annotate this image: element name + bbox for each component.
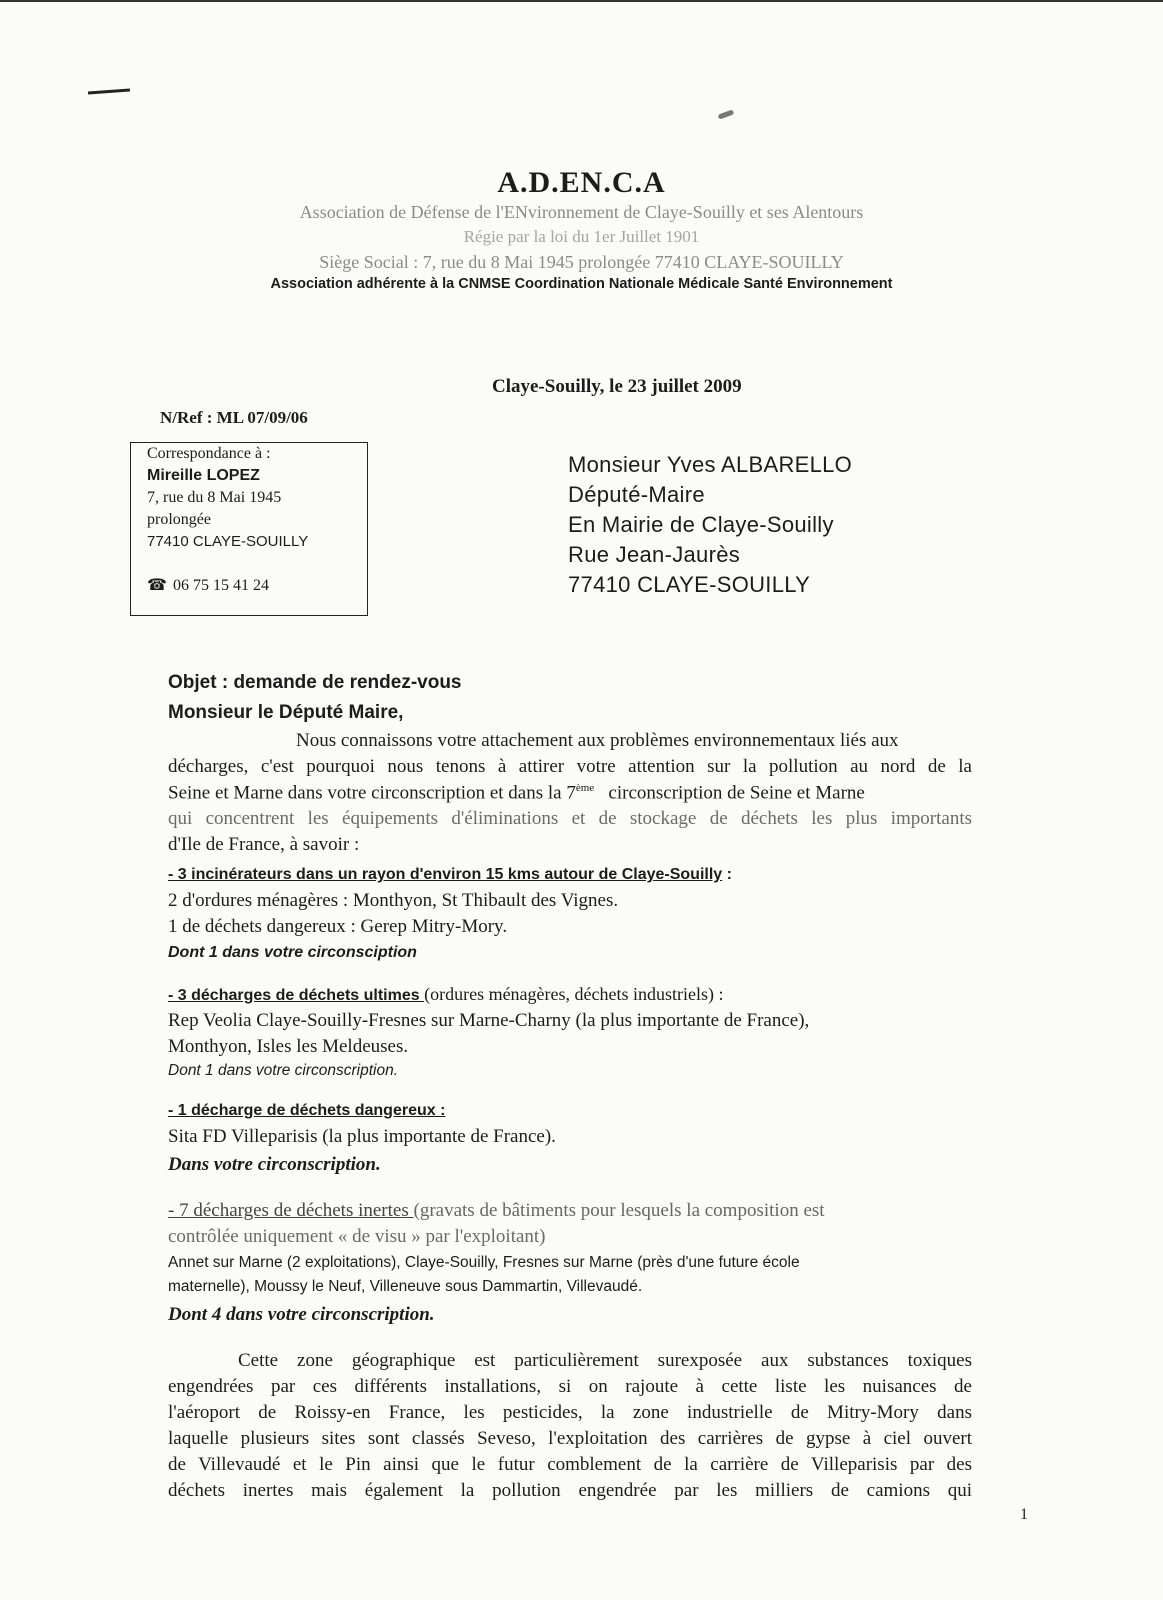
correspondence-city: 77410 CLAYE-SOUILLY xyxy=(147,533,309,550)
incinerators-heading: - 3 incinérateurs dans un rayon d'environ 15 kms autour de Claye-Souilly xyxy=(168,866,723,883)
paragraph1-line: qui concentrent les équipements d'éliminations et de stockage de déchets les plus importants xyxy=(168,808,972,829)
inert-heading: - 7 décharges de déchets inertes xyxy=(168,1200,414,1221)
scan-smudge xyxy=(718,109,735,119)
scan-top-edge xyxy=(0,0,1163,2)
hazardous-line: Sita FD Villeparisis (la plus importante de France). xyxy=(168,1126,556,1147)
paragraph2-line: l'aéroport de Roissy-en France, les pesticides, la zone industrielle de Mitry-Mory dans xyxy=(168,1402,972,1423)
recipient-name: Monsieur Yves ALBARELLO xyxy=(568,452,853,477)
association-full-name: Association de Défense de l'ENvironnement de Claye-Souilly et ses Alentours xyxy=(299,202,864,222)
paragraph1-text: circonscription de Seine et Marne xyxy=(608,782,865,804)
final-waste-note: Dont 1 dans votre circonscription. xyxy=(168,1062,399,1079)
recipient-title: Député-Maire xyxy=(568,482,705,507)
paragraph2-line: Cette zone géographique est particulièrement surexposée aux substances toxiques xyxy=(238,1350,972,1371)
scan-pen-mark xyxy=(88,89,130,95)
final-waste-heading: - 3 décharges de déchets ultimes xyxy=(168,987,425,1004)
paragraph1-text: Seine et Marne dans votre circonscription et dans la 7 xyxy=(168,782,576,804)
correspondence-name: Mireille LOPEZ xyxy=(147,467,260,484)
letter-subject: Objet : demande de rendez-vous xyxy=(168,672,462,693)
recipient-street: Rue Jean-Jaurès xyxy=(568,542,741,567)
final-waste-line: Monthyon, Isles les Meldeuses. xyxy=(168,1036,409,1057)
inert-line: Annet sur Marne (2 exploitations), Claye-Souilly, Fresnes sur Marne (près d'une future école xyxy=(168,1254,800,1271)
paragraph2-line: engendrées par ces différents installations, si on rajoute à cette liste les nuisances de xyxy=(168,1376,972,1397)
incinerators-line: 1 de déchets dangereux : Gerep Mitry-Mory. xyxy=(168,916,508,937)
hazardous-note: Dans votre circonscription. xyxy=(168,1154,381,1175)
final-waste-line: Rep Veolia Claye-Souilly-Fresnes sur Marne-Charny (la plus importante de France), xyxy=(168,1010,810,1031)
incinerators-colon: : xyxy=(722,866,732,883)
incinerators-note: Dont 1 dans votre circonsciption xyxy=(168,944,417,961)
paragraph1-line xyxy=(168,782,972,804)
correspondence-phone: 06 75 15 41 24 xyxy=(172,577,269,594)
correspondence-box xyxy=(130,442,368,616)
ordinal-superscript: ème xyxy=(575,782,595,794)
inert-note: Dont 4 dans votre circonscription. xyxy=(168,1304,435,1325)
association-membership: Association adhérente à la CNMSE Coordination Nationale Médicale Santé Environnement xyxy=(270,276,893,292)
paragraph1-line: Nous connaissons votre attachement aux problèmes environnementaux liés aux xyxy=(296,730,899,751)
association-siege: Siège Social : 7, rue du 8 Mai 1945 prolongée 77410 CLAYE-SOUILLY xyxy=(319,252,844,272)
letter-date: Claye-Souilly, le 23 juillet 2009 xyxy=(492,376,742,397)
final-waste-heading-row xyxy=(168,984,724,1005)
recipient-city: 77410 CLAYE-SOUILLY xyxy=(568,572,811,597)
inert-line: contrôlée uniquement « de visu » par l'exploitant) xyxy=(168,1226,546,1247)
association-acronym: A.D.EN.C.A xyxy=(497,166,666,199)
incinerators-line: 2 d'ordures ménagères : Monthyon, St Thibault des Vignes. xyxy=(168,890,619,911)
reference-number: N/Ref : ML 07/09/06 xyxy=(160,408,308,427)
correspondence-label: Correspondance à : xyxy=(147,445,271,462)
correspondence-street2: prolongée xyxy=(147,511,211,528)
inert-heading-row xyxy=(168,1200,825,1222)
association-law: Régie par la loi du 1er Juillet 1901 xyxy=(463,227,700,246)
paragraph1-line: décharges, c'est pourquoi nous tenons à attirer votre attention sur la pollution au nord de la xyxy=(168,756,972,777)
phone-icon: ☎ xyxy=(147,577,167,594)
hazardous-heading: - 1 décharge de déchets dangereux : xyxy=(168,1102,446,1119)
paragraph2-line: déchets inertes mais également la pollution engendrée par les milliers de camions qui xyxy=(168,1480,972,1501)
page-number: 1 xyxy=(1020,1506,1028,1523)
correspondence-phone-row xyxy=(147,575,269,595)
inert-detail: (gravats de bâtiments pour lesquels la composition est xyxy=(413,1200,825,1221)
inert-line: maternelle), Moussy le Neuf, Villeneuve sous Dammartin, Villevaudé. xyxy=(168,1278,643,1295)
paragraph1-line: d'Ile de France, à savoir : xyxy=(168,834,360,855)
paragraph2-line: laquelle plusieurs sites sont classés Seveso, l'exploitation des carrières de gypse à ciel ouvert xyxy=(168,1428,972,1449)
letter-salutation: Monsieur le Député Maire, xyxy=(168,702,404,723)
recipient-mairie: En Mairie de Claye-Souilly xyxy=(568,512,834,537)
paragraph2-line: de Villevaudé et le Pin ainsi que le futur comblement de la carrière de Villeparisis par des xyxy=(168,1454,972,1475)
final-waste-detail: (ordures ménagères, déchets industriels) : xyxy=(424,984,724,1004)
incinerators-heading-row xyxy=(168,866,732,884)
correspondence-street: 7, rue du 8 Mai 1945 xyxy=(147,489,282,506)
